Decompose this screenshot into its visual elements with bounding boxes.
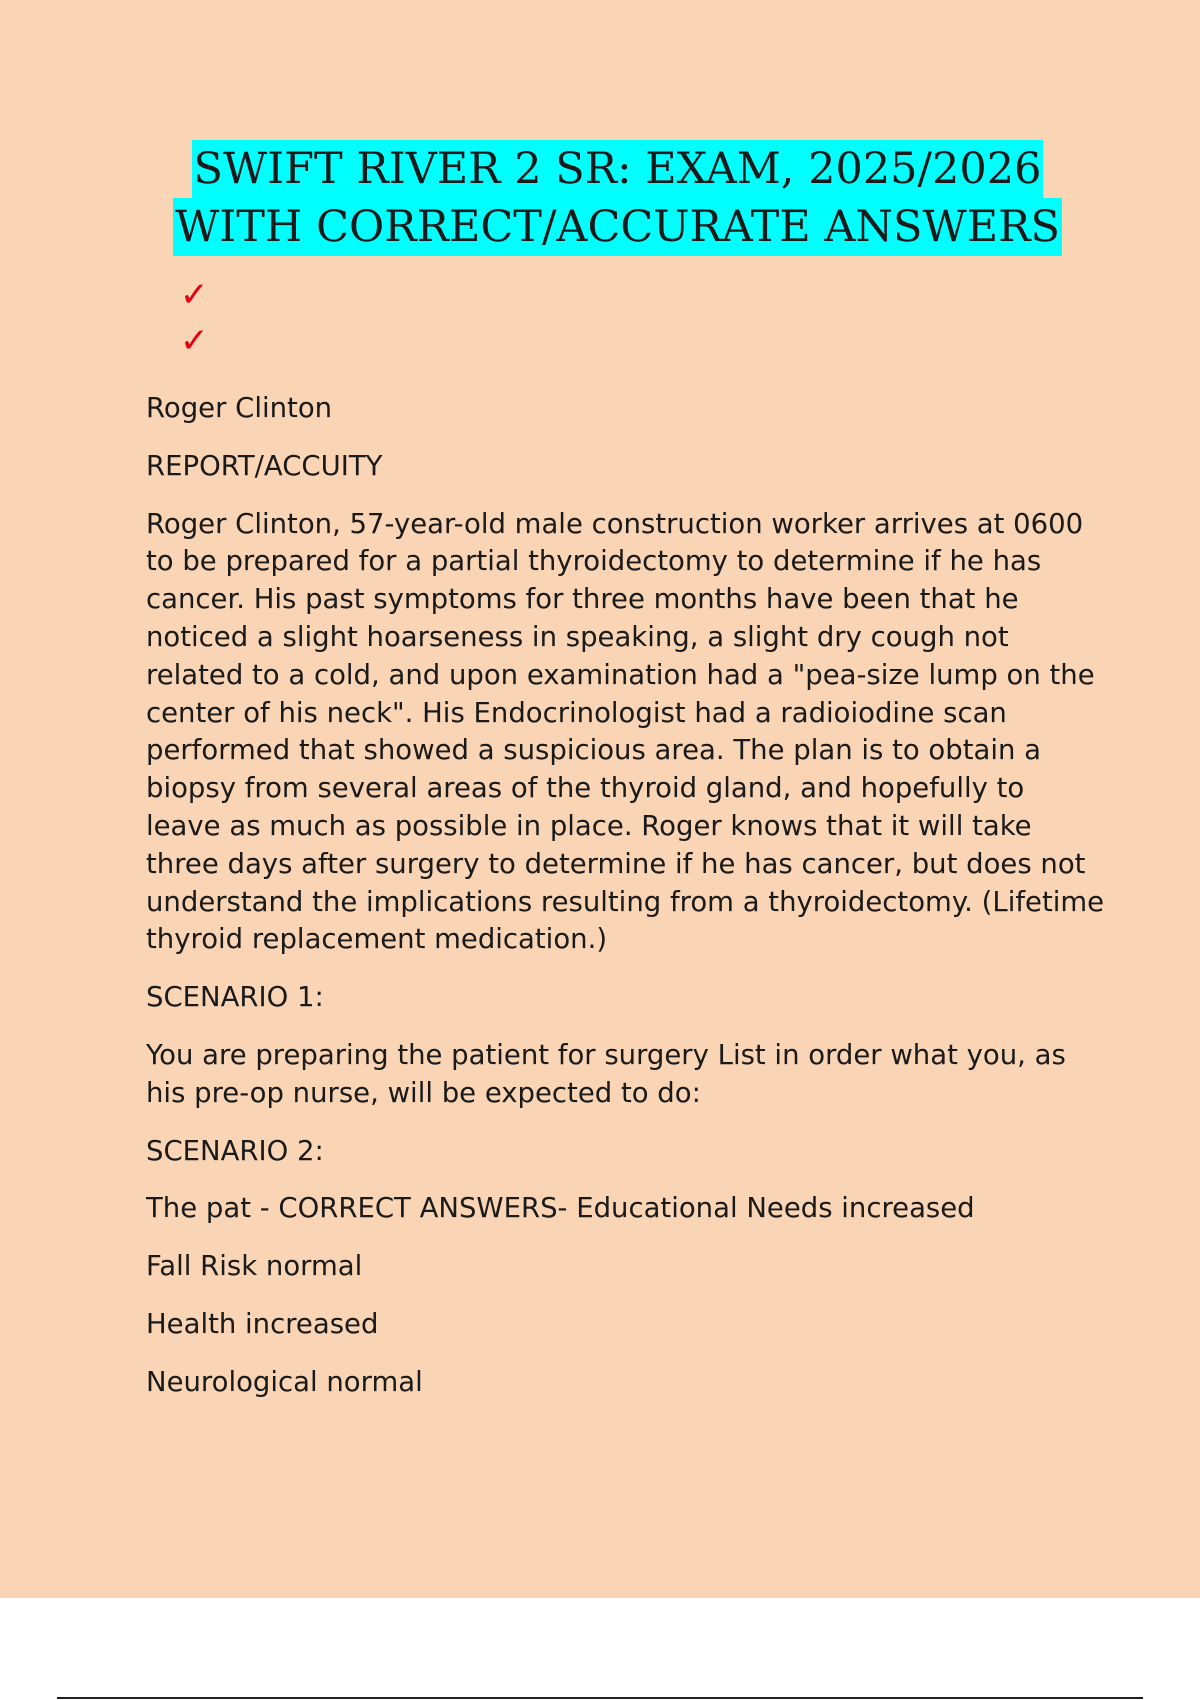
check-mark-icon: ✓ (180, 321, 209, 361)
document-title (0, 140, 1200, 256)
answer-line-fall-risk: Fall Risk normal (146, 1250, 363, 1283)
patient-name: Roger Clinton (146, 392, 333, 424)
check-marks (180, 272, 209, 364)
title-line-1: SWIFT RIVER 2 SR: EXAM, 2025/2026 (192, 140, 1044, 198)
answer-line-neurological: Neurological normal (146, 1365, 423, 1398)
report-paragraph: Roger Clinton, 57-year-old male construction worker arrives at 0600 to be prepared for a partial thyroidectomy to determine if he has cancer. His past symptoms for three months have been that he noticed a slight hoarseness in speaking, a slight dry cough not related to a cold, and upon examination had a "pea-size lump on the center of his neck". His Endocrinologist had a radioiodine scan performed that showed a suspicious area. The plan is to obtain a biopsy from several areas of the thyroid gland, and hopefully to leave as much as possible in place. Roger knows that it will take three days after surgery to determine if he has cancer, but does not understand the implications resulting from a thyroidectomy. (Lifetime thyroid replacement medication.) (146, 507, 1105, 956)
scenario-2-heading: SCENARIO 2: (146, 1134, 324, 1167)
check-mark-icon: ✓ (180, 275, 209, 315)
answer-line-health: Health increased (146, 1307, 379, 1340)
scenario-1-text: You are preparing the patient for surgery List in order what you, as his pre-op nurse, will be expected to do: (146, 1038, 1066, 1109)
answer-line-educational: The pat - CORRECT ANSWERS- Educational Needs increased (146, 1192, 975, 1225)
section-heading-report: REPORT/ACCUITY (146, 449, 383, 482)
footer-divider (57, 1697, 1143, 1699)
title-line-2: WITH CORRECT/ACCURATE ANSWERS (173, 198, 1062, 256)
scenario-1-heading: SCENARIO 1: (146, 981, 324, 1014)
document-body (146, 390, 1106, 1422)
